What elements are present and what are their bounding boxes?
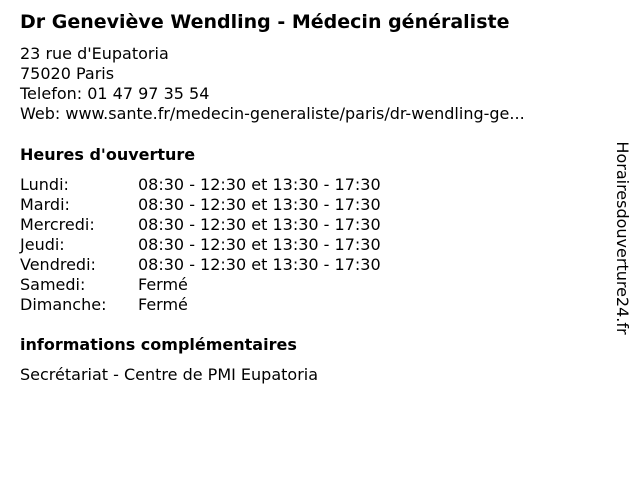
address-block [20, 44, 525, 124]
day-hours: 08:30 - 12:30 et 13:30 - 17:30 [138, 175, 381, 194]
day-label: Mardi: [20, 195, 70, 214]
watermark-site-name: Horairesdouverture24.fr [613, 141, 632, 335]
day-label: Lundi: [20, 175, 69, 194]
day-hours: 08:30 - 12:30 et 13:30 - 17:30 [138, 215, 381, 234]
opening-hours-heading: Heures d'ouverture [20, 145, 196, 164]
street-address: 23 rue d'Eupatoria [20, 44, 169, 63]
day-label: Vendredi: [20, 255, 96, 274]
day-hours: Fermé [138, 275, 188, 294]
city-address: 75020 Paris [20, 64, 115, 83]
day-label: Jeudi: [20, 235, 65, 254]
day-label: Dimanche: [20, 295, 107, 314]
day-label: Samedi: [20, 275, 86, 294]
day-hours: 08:30 - 12:30 et 13:30 - 17:30 [138, 195, 381, 214]
phone-number: Telefon: 01 47 97 35 54 [20, 84, 210, 103]
day-hours: 08:30 - 12:30 et 13:30 - 17:30 [138, 235, 381, 254]
day-hours: 08:30 - 12:30 et 13:30 - 17:30 [138, 255, 381, 274]
additional-info-heading: informations complémentaires [20, 335, 297, 354]
page-title: Dr Geneviève Wendling - Médecin généraliste [20, 11, 510, 33]
day-hours: Fermé [138, 295, 188, 314]
additional-info-text: Secrétariat - Centre de PMI Eupatoria [20, 365, 319, 384]
day-label: Mercredi: [20, 215, 95, 234]
website-url: Web: www.sante.fr/medecin-generaliste/paris/dr-wendling-ge... [20, 104, 525, 123]
